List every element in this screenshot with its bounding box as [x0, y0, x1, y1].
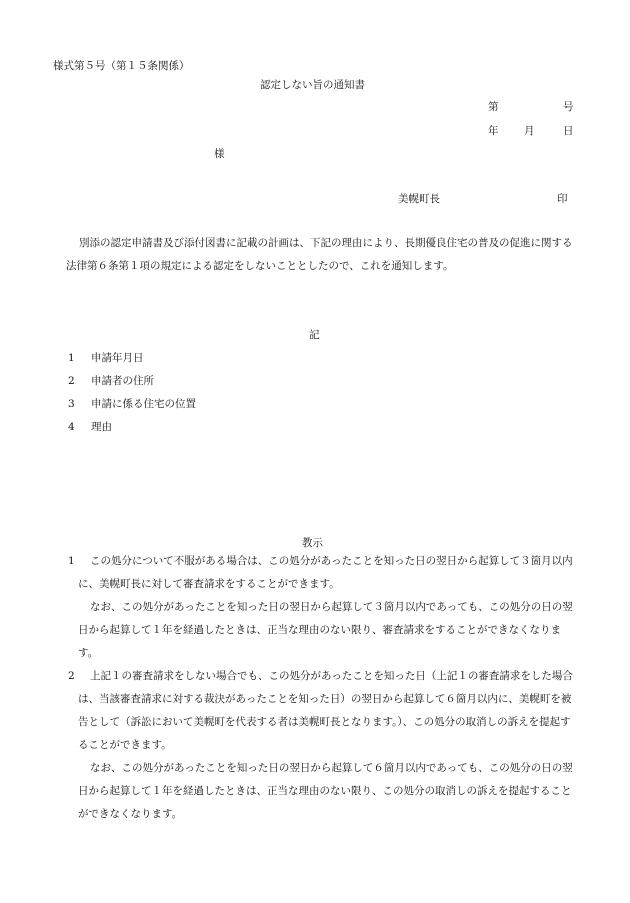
body-paragraph	[66, 232, 581, 278]
list-item	[68, 374, 154, 389]
kyoji-heading: 教示	[302, 537, 323, 549]
kyoji-section-text: 上記１の審査請求をしない場合でも、この処分があったことを知った日（上記１の審査請求をした場合は、当該審査請求に対する裁決があったことを知った日）の翌日から起算して６箇月以内に、美幌町を被告として（訴訟において美幌町を代表する者は美幌町長となります。）、この処分の取消しの訴えを提起することができます。	[78, 670, 573, 751]
kyoji-section-note: なお、この処分があったことを知った日の翌日から起算して６箇月以内であっても、この処分の日の翌日から起算して１年を経過したときは、正当な理由のない限り、この処分の取消しの訴えを提起することができなくなります。	[78, 762, 573, 820]
item-number: 4	[68, 421, 75, 433]
list-item	[68, 420, 112, 435]
date-month: 月	[524, 125, 535, 137]
list-item	[68, 351, 144, 366]
document-title: 認定しない旨の通知書	[260, 79, 365, 91]
item-number: 3	[68, 398, 75, 410]
body-text: 別添の認定申請書及び添付図書に記載の計画は、下記の理由により、長期優良住宅の普及の促進に関する法律第６条第１項の規定による認定をしないこととしたので、これを通知します。	[66, 237, 573, 272]
kyoji-section	[78, 665, 580, 826]
issuer-seal: 印	[557, 193, 568, 205]
number-suffix: 号	[563, 101, 574, 113]
item-label: 申請者の住所	[91, 375, 154, 387]
list-item	[68, 397, 196, 412]
ki-heading: 記	[309, 329, 320, 341]
date-year: 年	[488, 125, 499, 137]
kyoji-section-text: この処分について不服がある場合は、この処分があったことを知った日の翌日から起算して３箇月以内に、美幌町長に対して審査請求をすることができます。	[78, 555, 573, 590]
kyoji-section-number: 2	[68, 670, 75, 682]
item-label: 理由	[91, 421, 112, 433]
item-number: 2	[68, 375, 75, 387]
kyoji-section-note: なお、この処分があったことを知った日の翌日から起算して３箇月以内であっても、この処分の日の翌日から起算して１年を経過したときは、正当な理由のない限り、審査請求をすることができなくなります。	[78, 601, 573, 659]
item-label: 申請に係る住宅の位置	[91, 398, 196, 410]
number-prefix: 第	[488, 101, 499, 113]
addressee-suffix: 様	[214, 148, 225, 160]
form-label: 様式第５号（第１５条関係）	[53, 60, 190, 72]
kyoji-section	[78, 550, 580, 665]
kyoji-section-number: 1	[68, 555, 75, 567]
item-label: 申請年月日	[91, 352, 144, 364]
item-number: 1	[68, 352, 75, 364]
issuer-name: 美幌町長	[398, 193, 440, 205]
date-day: 日	[563, 125, 574, 137]
